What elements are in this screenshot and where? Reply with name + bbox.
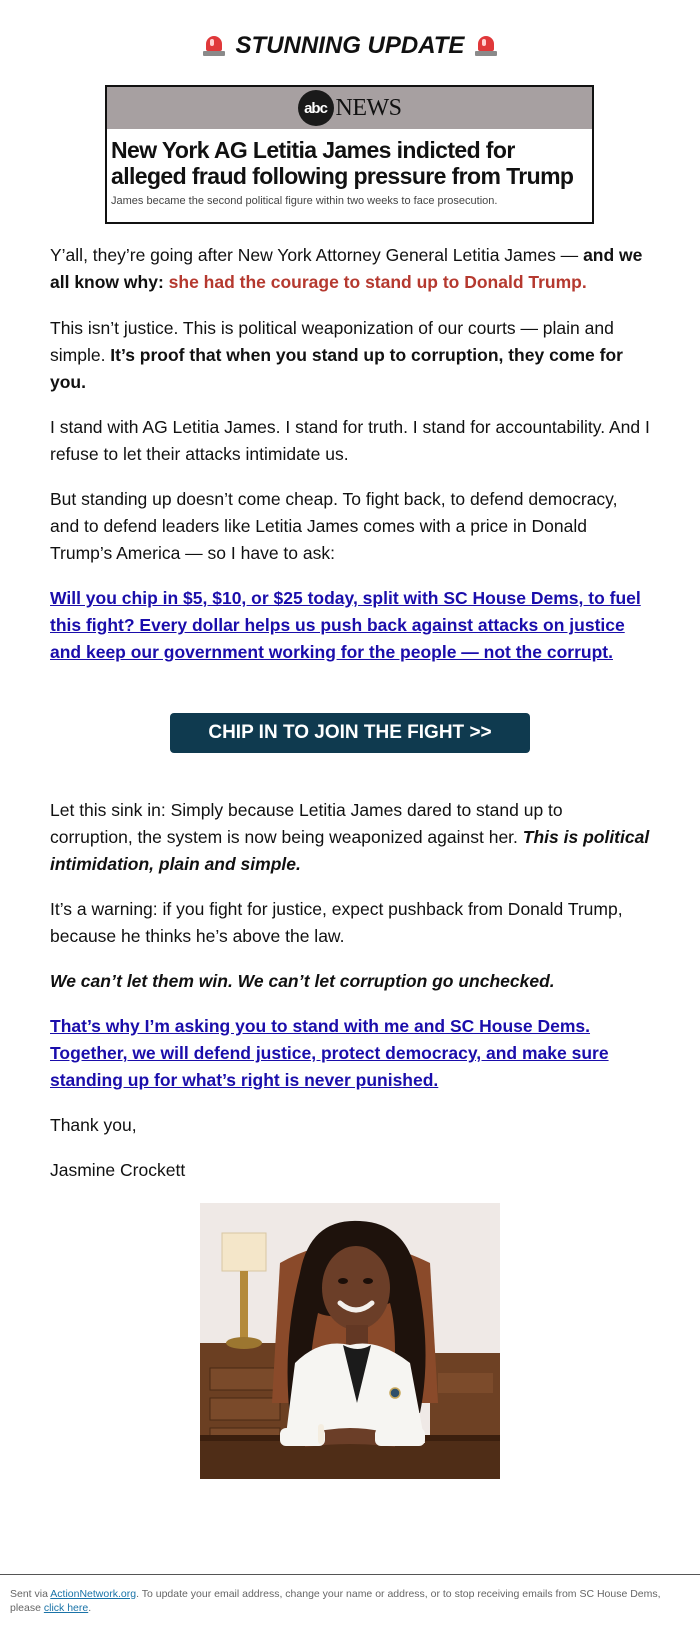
sink-in-text: Let this sink in: Simply because Letitia James dared to stand up to corruption, the system is now being weaponized against her. (50, 800, 563, 847)
paragraph-ask: But standing up doesn’t come cheap. To fight back, to defend democracy, and to defend leaders like Letitia James comes with a price in Donald Trump’s America — so I have to ask: (50, 489, 618, 563)
donate-link-2[interactable]: That’s why I’m asking you to stand with me and SC House Dems. Together, we will defend justice, protect democracy, and make sure standing up for what’s right is never punished. (50, 1016, 609, 1090)
headline (0, 32, 700, 60)
footer-middle: . To update your email address, change your name or address, or to stop receiving emails from SC House Dems, please (10, 1588, 661, 1614)
intro-highlight: she had the courage to stand up to Donald Trump. (168, 272, 587, 292)
footer-text (10, 1587, 680, 1615)
siren-icon (202, 35, 226, 57)
paragraph-rallying: We can’t let them win. We can’t let corruption go unchecked. (50, 971, 555, 991)
paragraph-sink-in (50, 797, 650, 878)
sink-in-emphasis: This is political intimidation, plain and simple. (50, 827, 650, 874)
footer-divider (0, 1574, 700, 1575)
signoff: Thank you, (50, 1115, 137, 1135)
paragraph-stand-with: I stand with AG Letitia James. I stand for truth. I stand for accountability. And I refuse to let their attacks intimidate us. (50, 417, 650, 464)
headline-text: STUNNING UPDATE (235, 32, 465, 59)
footer-prefix: Sent via (10, 1588, 51, 1600)
signature: Jasmine Crockett (50, 1160, 186, 1180)
intro-text: Y’all, they’re going after New York Attorney General Letitia James — (50, 245, 584, 265)
abc-news-logo (107, 87, 592, 129)
paragraph-intro (50, 242, 650, 296)
abc-logo-mark: abc (298, 90, 334, 126)
news-subheadline: James became the second political figure within two weeks to face prosecution. (111, 195, 498, 207)
justice-text: This isn’t justice. This is political weaponization of our courts — plain and simple. (50, 318, 614, 365)
donate-link-1[interactable]: Will you chip in $5, $10, or $25 today, split with SC House Dems, to fuel this fight? Every dollar helps us push back against attacks on justice and keep our government working for the people — not the corrupt. (50, 588, 641, 662)
news-screenshot-image (105, 85, 594, 224)
paragraph-warning: It’s a warning: if you fight for justice, expect pushback from Donald Trump, because he thinks he’s above the law. (50, 899, 623, 946)
siren-icon (474, 35, 498, 57)
justice-bold: It’s proof that when you stand up to corruption, they come for you. (50, 345, 623, 392)
paragraph-justice (50, 315, 650, 396)
actionnetwork-link[interactable]: ActionNetwork.org (50, 1588, 137, 1600)
footer-suffix: . (88, 1602, 92, 1614)
portrait-photo (200, 1203, 500, 1479)
news-headline: New York AG Letitia James indicted for alleged fraud following pressure from Trump (111, 137, 574, 189)
chip-in-button[interactable]: CHIP IN TO JOIN THE FIGHT >> (170, 713, 530, 753)
intro-bold: and we all know why: (50, 245, 643, 292)
news-brand-text: NEWS (335, 94, 402, 121)
unsubscribe-link[interactable]: click here (43, 1602, 89, 1614)
